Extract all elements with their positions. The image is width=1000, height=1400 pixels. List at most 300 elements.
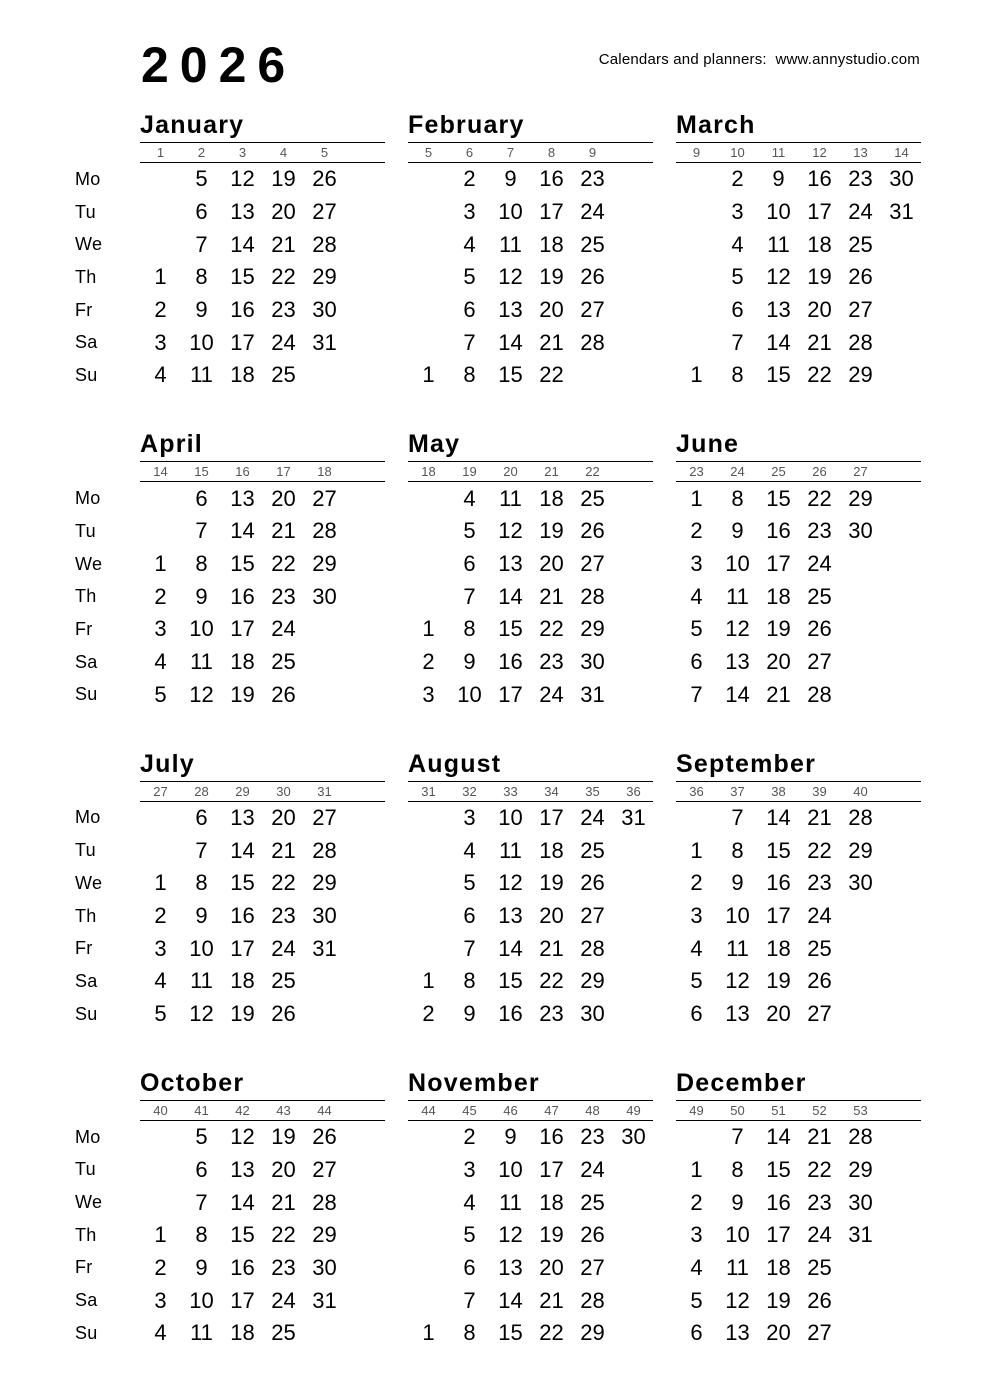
day-cell: 27 [580,551,605,577]
day-cell: 2 [422,649,435,675]
day-row [140,580,385,613]
day-cell: 25 [807,1254,832,1280]
day-row [408,1252,653,1285]
day-cell: 19 [807,264,832,290]
month-block [408,1070,653,1350]
day-cell: 23 [807,1189,832,1215]
month-title: September [676,751,921,782]
day-cell: 23 [271,297,296,323]
week-number: 4 [279,145,288,160]
month-title: June [676,431,921,462]
day-cell: 3 [690,1222,703,1248]
week-number: 50 [730,1102,745,1118]
day-cell: 28 [312,1189,337,1215]
day-cell: 20 [539,903,564,928]
week-number: 35 [585,783,600,799]
month-title: November [408,1070,653,1101]
day-cell: 13 [498,297,523,323]
week-number: 19 [462,464,477,480]
day-cell: 15 [766,362,791,388]
day-cell: 3 [690,551,703,577]
day-cell: 18 [807,231,832,257]
day-cell: 8 [731,1156,744,1182]
day-cell: 21 [539,583,564,609]
day-cell: 29 [580,1320,605,1346]
day-cell: 3 [154,329,167,355]
day-cell: 23 [271,1254,296,1280]
day-cell: 21 [807,329,832,355]
day-cell: 19 [539,264,564,290]
day-cell: 5 [463,264,476,290]
day-labels-rows [75,802,140,1031]
day-cell: 31 [312,329,337,355]
month-band [60,751,921,1031]
day-cell: 9 [731,1189,744,1215]
day-cell: 28 [580,1287,605,1313]
day-row [408,228,653,261]
day-cell: 1 [690,485,703,511]
day-cell: 17 [807,199,832,225]
day-cell: 16 [766,870,791,896]
day-cell: 25 [580,485,605,511]
day-cell: 25 [807,935,832,961]
day-cell: 31 [312,935,337,961]
day-cell: 4 [154,649,167,675]
day-cell: 24 [580,199,605,225]
day-cell: 8 [463,362,476,388]
day-of-week-label: Tu [75,1159,96,1180]
day-cell: 16 [498,649,523,675]
day-cell: 23 [271,903,296,928]
week-number: 42 [235,1102,250,1118]
day-cell: 26 [271,681,296,707]
day-cell: 10 [766,199,791,225]
day-cell: 28 [312,837,337,863]
day-cell: 31 [312,1287,337,1313]
day-cell: 12 [189,1001,214,1027]
week-number-row [408,143,653,163]
week-number: 17 [276,464,291,480]
day-cell: 13 [498,903,523,928]
day-cell: 11 [190,1320,213,1346]
day-of-week-label: Th [75,266,97,287]
day-cell: 20 [271,199,296,225]
day-cell: 24 [271,616,296,642]
week-number: 40 [853,783,868,799]
day-cell: 24 [271,1287,296,1313]
day-cell: 11 [726,935,749,961]
day-row [408,900,653,933]
day-cell: 10 [189,935,214,961]
week-number-row [140,1101,385,1121]
day-row [676,196,921,229]
day-cell: 21 [539,935,564,961]
day-cell: 26 [580,518,605,544]
day-cell: 14 [498,935,523,961]
day-row [140,1317,385,1350]
day-of-week-label: Su [75,1003,98,1024]
day-of-week-label: Mo [75,168,101,189]
day-cell: 28 [312,518,337,544]
day-cell: 15 [766,485,791,511]
day-row [140,359,385,392]
day-cell: 14 [498,329,523,355]
month-block [140,112,385,392]
day-cell: 2 [690,870,703,896]
day-cell: 9 [772,166,785,192]
day-row [676,163,921,196]
day-cell: 11 [499,231,522,257]
day-row [676,613,921,646]
day-row [676,294,921,327]
day-of-week-label: Sa [75,651,98,672]
day-cell: 30 [848,870,873,896]
day-of-week-label: Th [75,586,97,607]
day-cell: 10 [725,1222,750,1248]
day-cell: 28 [580,583,605,609]
day-cell: 17 [539,1156,564,1182]
day-cell: 9 [195,1254,208,1280]
day-cell: 14 [230,231,255,257]
day-cell: 27 [807,1320,832,1346]
day-cell: 19 [271,1124,296,1150]
day-cell: 4 [690,583,703,609]
day-cell: 26 [807,1287,832,1313]
day-cell: 30 [621,1124,646,1150]
week-number-row [676,143,921,163]
month-title: May [408,431,653,462]
day-cell: 20 [539,1254,564,1280]
day-row [140,1186,385,1219]
week-number: 3 [238,145,247,160]
day-cell: 15 [498,362,523,388]
day-row [676,1284,921,1317]
day-row [676,1317,921,1350]
day-row [408,1186,653,1219]
month-block [140,431,385,711]
week-number: 5 [320,145,329,160]
day-row [408,998,653,1031]
day-cell: 11 [190,968,213,994]
day-cell: 19 [271,166,296,192]
day-cell: 7 [463,935,476,961]
day-row [676,802,921,835]
week-number: 27 [153,783,168,799]
day-cell: 8 [195,870,208,896]
day-cell: 3 [463,804,476,830]
week-number: 1 [156,145,165,160]
week-number: 15 [194,464,209,480]
day-row [408,834,653,867]
day-cell: 10 [498,804,523,830]
day-row [676,515,921,548]
day-cell: 24 [580,1156,605,1182]
day-cell: 29 [848,837,873,863]
day-cell: 2 [463,1124,476,1150]
week-number: 36 [626,783,641,799]
day-cell: 21 [271,837,296,863]
day-cell: 8 [195,264,208,290]
day-cell: 2 [154,903,167,928]
day-row [408,515,653,548]
week-number: 30 [276,783,291,799]
day-row [676,900,921,933]
day-cell: 12 [725,968,750,994]
day-cell: 9 [504,166,517,192]
day-row [140,1219,385,1252]
day-cell: 17 [230,1287,255,1313]
day-cell: 30 [312,583,337,609]
day-of-week-label: Fr [75,618,93,639]
day-row [676,998,921,1031]
week-number: 49 [689,1102,704,1118]
day-cell: 16 [807,166,832,192]
week-number: 41 [194,1102,209,1118]
day-cell: 3 [154,935,167,961]
day-cell: 8 [463,968,476,994]
day-row [408,261,653,294]
day-row [140,965,385,998]
day-row [676,932,921,965]
week-number-row [140,462,385,482]
day-of-week-label: Su [75,1322,98,1343]
day-cell: 23 [807,518,832,544]
day-row [140,548,385,581]
day-cell: 6 [463,297,476,323]
day-row [676,548,921,581]
day-cell: 9 [731,870,744,896]
day-cell: 10 [189,616,214,642]
day-cell: 21 [271,518,296,544]
day-cell: 27 [580,903,605,928]
month-block [140,1070,385,1350]
day-cell: 9 [195,903,208,928]
day-cell: 29 [580,968,605,994]
day-cell: 4 [731,231,744,257]
day-cell: 2 [422,1001,435,1027]
day-cell: 17 [539,199,564,225]
month-title: August [408,751,653,782]
day-cell: 11 [499,1189,522,1215]
day-cell: 4 [463,485,476,511]
day-of-week-label: Sa [75,1290,98,1311]
day-row [676,834,921,867]
day-cell: 14 [766,804,791,830]
day-cell: 3 [731,199,744,225]
day-cell: 12 [189,681,214,707]
day-cell: 2 [731,166,744,192]
day-labels-spacer [75,112,140,163]
day-cell: 11 [726,1254,749,1280]
day-cell: 1 [422,362,435,388]
day-cell: 23 [271,583,296,609]
day-labels-rows [75,163,140,392]
day-cell: 28 [848,329,873,355]
day-labels-column [60,112,140,392]
day-cell: 14 [230,518,255,544]
day-cell: 13 [498,1254,523,1280]
day-cell: 24 [807,903,832,928]
day-cell: 22 [807,362,832,388]
day-row [408,613,653,646]
day-cell: 13 [725,1320,750,1346]
day-cell: 23 [580,1124,605,1150]
week-number-row [676,462,921,482]
week-number: 52 [812,1102,827,1118]
day-cell: 5 [154,1001,167,1027]
month-title: January [140,112,385,143]
day-cell: 17 [766,1222,791,1248]
day-cell: 7 [195,231,208,257]
day-cell: 15 [230,264,255,290]
day-row [140,196,385,229]
day-cell: 18 [230,1320,255,1346]
day-cell: 22 [539,616,564,642]
week-number: 5 [424,145,433,160]
week-number: 38 [771,783,786,799]
day-cell: 9 [195,297,208,323]
day-cell: 4 [690,1254,703,1280]
day-cell: 15 [230,870,255,896]
day-labels-column [60,1070,140,1350]
day-cell: 7 [195,518,208,544]
day-cell: 5 [690,968,703,994]
day-cell: 15 [766,1156,791,1182]
day-cell: 18 [766,935,791,961]
day-row [408,1284,653,1317]
day-cell: 7 [463,329,476,355]
day-cell: 20 [766,1320,791,1346]
day-cell: 22 [539,362,564,388]
day-cell: 5 [463,518,476,544]
day-cell: 23 [539,1001,564,1027]
day-cell: 2 [154,1254,167,1280]
day-cell: 4 [463,837,476,863]
day-cell: 18 [230,362,255,388]
day-row [408,965,653,998]
week-number-row [140,782,385,802]
day-cell: 17 [230,935,255,961]
day-cell: 8 [731,837,744,863]
day-cell: 5 [195,166,208,192]
day-cell: 16 [230,583,255,609]
day-cell: 6 [195,1156,208,1182]
week-number: 23 [689,464,704,480]
month-block [408,751,653,1031]
day-cell: 27 [580,1254,605,1280]
day-of-week-label: Fr [75,1257,93,1278]
day-cell: 11 [726,583,749,609]
day-cell: 20 [271,804,296,830]
day-cell: 10 [457,681,482,707]
day-cell: 2 [690,518,703,544]
day-cell: 26 [580,1222,605,1248]
week-number: 12 [812,145,827,160]
day-cell: 7 [463,1287,476,1313]
week-number: 49 [626,1102,641,1118]
day-row [140,998,385,1031]
day-of-week-label: Sa [75,332,98,353]
day-row [408,1154,653,1187]
day-cell: 20 [807,297,832,323]
day-row [676,261,921,294]
day-cell: 12 [725,616,750,642]
week-number: 47 [544,1102,559,1118]
day-cell: 11 [499,485,522,511]
day-cell: 25 [580,1189,605,1215]
day-cell: 12 [230,166,255,192]
week-number: 37 [730,783,745,799]
day-row [676,1121,921,1154]
site-credit-text: Calendars and planners: www.annystudio.com [598,51,920,68]
day-cell: 25 [271,968,296,994]
day-row [140,515,385,548]
day-cell: 8 [195,1222,208,1248]
day-cell: 6 [731,297,744,323]
day-cell: 23 [580,166,605,192]
day-cell: 30 [580,649,605,675]
day-cell: 2 [463,166,476,192]
day-cell: 8 [463,1320,476,1346]
day-row [140,163,385,196]
day-cell: 9 [463,649,476,675]
day-cell: 1 [422,616,435,642]
month-block [408,431,653,711]
day-cell: 28 [848,1124,873,1150]
day-cell: 3 [690,903,703,928]
day-cell: 12 [498,518,523,544]
day-cell: 17 [539,804,564,830]
day-cell: 6 [195,485,208,511]
day-cell: 21 [271,231,296,257]
day-cell: 18 [539,231,564,257]
day-cell: 13 [230,1156,255,1182]
day-cell: 17 [766,903,791,928]
day-of-week-label: Mo [75,488,101,509]
week-number: 27 [853,464,868,480]
day-cell: 22 [807,1156,832,1182]
day-row [408,294,653,327]
day-cell: 24 [271,329,296,355]
day-cell: 19 [230,681,255,707]
month-title: December [676,1070,921,1101]
day-cell: 27 [312,485,337,511]
week-number: 44 [421,1102,436,1118]
day-cell: 24 [539,681,564,707]
day-cell: 7 [731,1124,744,1150]
day-cell: 11 [767,231,790,257]
day-of-week-label: Su [75,364,98,385]
month-band [60,112,921,392]
week-number: 39 [812,783,827,799]
day-row [408,580,653,613]
day-cell: 10 [498,199,523,225]
day-cell: 19 [766,968,791,994]
day-cell: 19 [539,870,564,896]
week-number: 24 [730,464,745,480]
day-cell: 13 [230,485,255,511]
day-cell: 24 [580,804,605,830]
day-cell: 14 [230,1189,255,1215]
day-cell: 29 [312,264,337,290]
day-row [676,482,921,515]
day-row [408,867,653,900]
day-cell: 1 [422,968,435,994]
week-number: 14 [153,464,168,480]
day-labels-spacer [75,431,140,482]
day-cell: 3 [422,681,435,707]
day-cell: 26 [271,1001,296,1027]
